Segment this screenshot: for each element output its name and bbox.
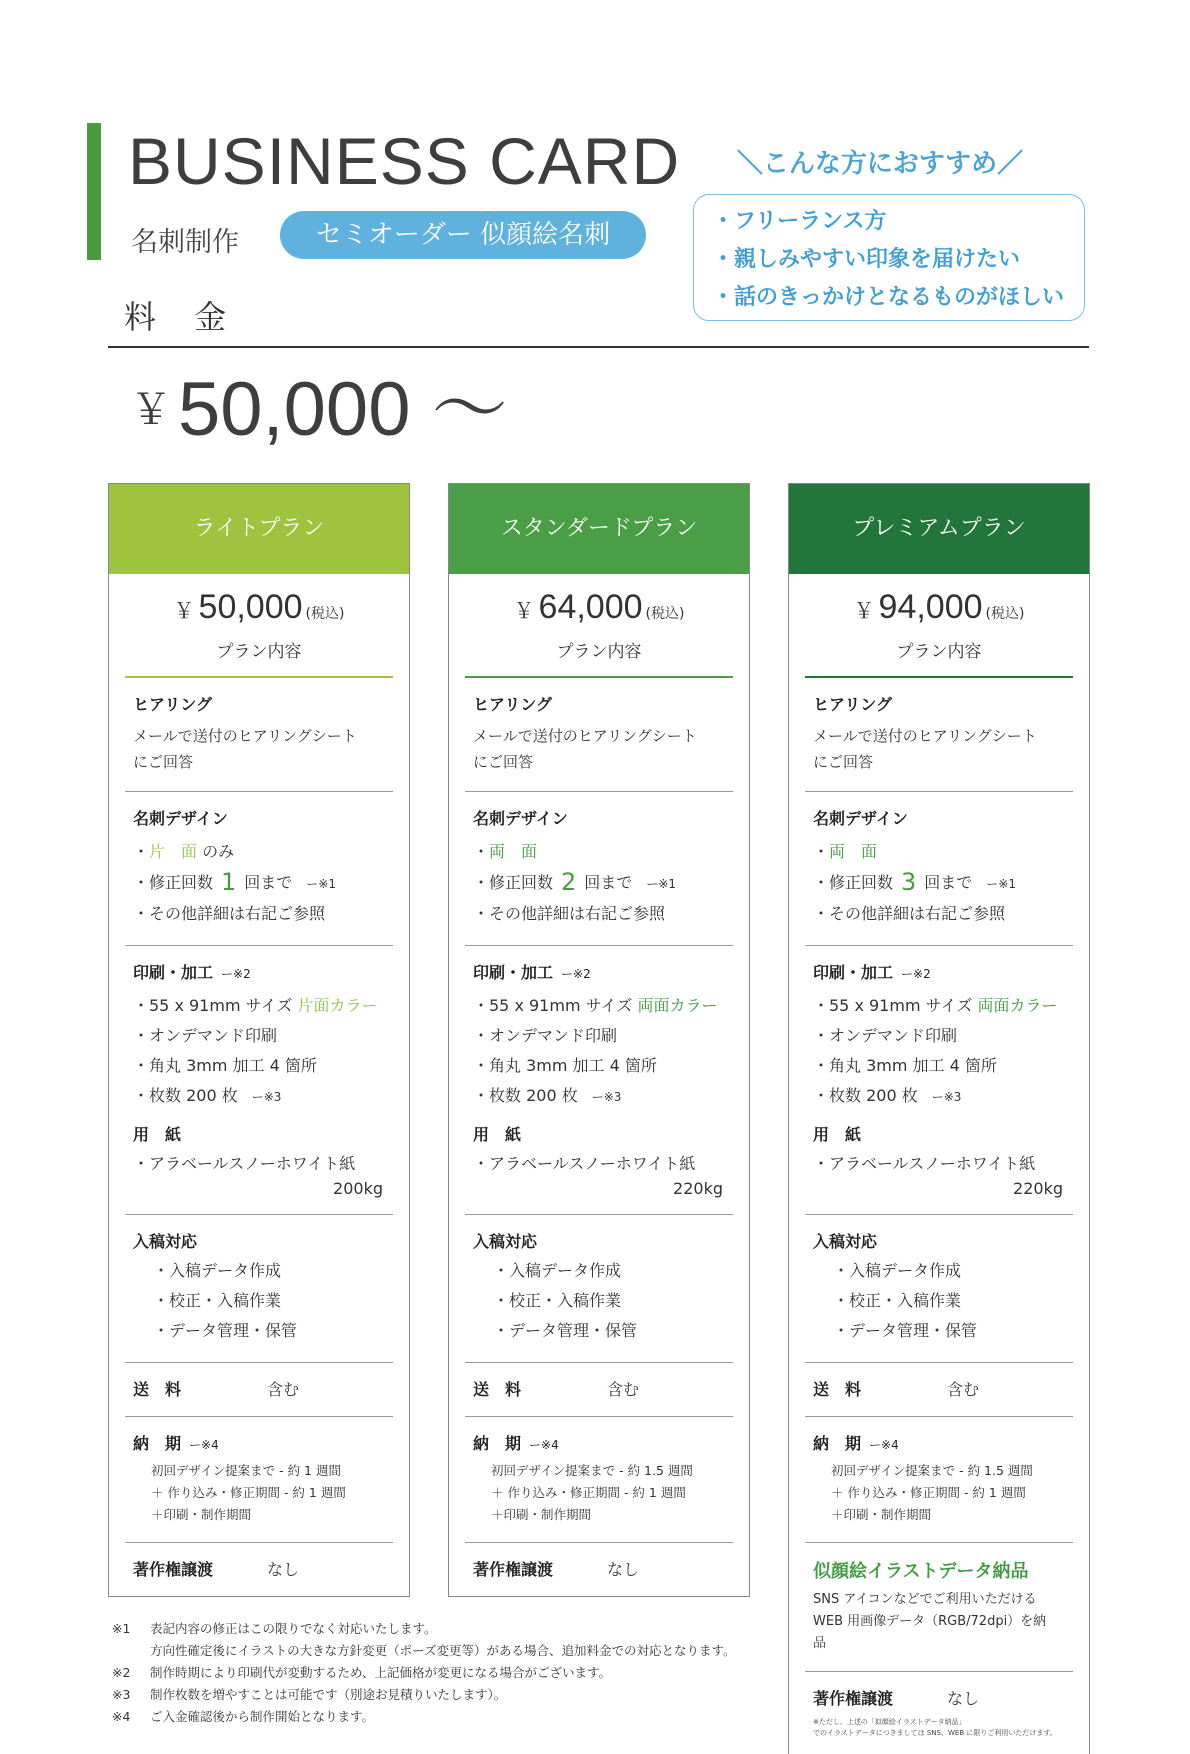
plan-price-amount: 50,000 (198, 588, 303, 626)
revision-count: 1 (221, 868, 237, 896)
tax-label: (税込) (305, 606, 345, 622)
plan-content-label: プラン内容 (465, 637, 733, 678)
recommend-item: ・話のきっかけとなるものがほしい (712, 285, 1065, 310)
section-hearing: ヒアリング メールで送付のヒアリングシートにご回答 (125, 678, 393, 792)
plan-price-amount: 64,000 (538, 588, 643, 626)
plan-card-premium (788, 483, 1090, 1754)
paper-weight: 220kg (1013, 1179, 1063, 1198)
section-copyright: 著作権譲渡 なし (133, 1560, 300, 1579)
paper-heading: 用 紙 (813, 1125, 862, 1144)
footnote: ※4 ご入金確認後から制作開始となります。 (112, 1709, 375, 1724)
recommend-heading: ＼こんな方におすすめ／ (736, 149, 1024, 179)
paper-weight: 220kg (673, 1179, 723, 1198)
section-hearing: ヒアリング メールで送付のヒアリングシートにご回答 (805, 678, 1073, 792)
section-design: 名刺デザイン ・両 面 ・修正回数 3 回まで ー※1 ・その他詳細は右記ご参照 (805, 792, 1073, 946)
title-accent-bar (87, 123, 101, 260)
section-design: 名刺デザイン ・両 面 ・修正回数 2 回まで ー※1 ・その他詳細は右記ご参照 (465, 792, 733, 946)
section-shipping: 送 料 含む (125, 1363, 393, 1417)
plan-content-label: プラン内容 (805, 637, 1073, 678)
page-title: BUSINESS CARD (128, 124, 681, 198)
section-manuscript: 入稿対応 ・入稿データ作成 ・校正・入稿作業 ・データ管理・保管 (125, 1215, 393, 1363)
section-copyright: 著作権譲渡 なし ※ただし、上述の「似顔絵イラストデータ納品」 でのイラストデータにつきましては SNS、WEB に限りご利用いただけます。 (805, 1672, 1073, 1754)
section-delivery: 納 期 ー※4 初回デザイン提案まで - 約 1.5 週間 ＋ 作り込み・修正期間 - 約 1 週間 ＋印刷・制作期間 (805, 1417, 1073, 1543)
revision-count: 3 (901, 868, 917, 896)
section-copyright: 著作権譲渡 なし (473, 1560, 640, 1579)
recommend-item: ・フリーランス方 (712, 209, 887, 234)
starting-price (130, 367, 508, 452)
fine-print: でのイラストデータにつきましては SNS、WEB に限りご利用いただけます。 (813, 1729, 1057, 1737)
price-heading: 料 金 (124, 298, 241, 336)
plan-name: ライトプラン (109, 484, 409, 574)
plan-card-standard (448, 483, 750, 1597)
starting-price-amount: 50,000 ～ (178, 367, 508, 452)
footnote: ※2 制作時期により印刷代が変動するため、上記価格が変更になる場合がございます。 (112, 1665, 612, 1680)
plan-card-lite (108, 483, 410, 1597)
section-delivery: 納 期 ー※4 初回デザイン提案まで - 約 1 週間 ＋ 作り込み・修正期間 - 約 1 週間 ＋印刷・制作期間 (125, 1417, 393, 1543)
revision-count: 2 (561, 868, 577, 896)
footnotes (112, 1618, 736, 1728)
paper-weight: 200kg (333, 1179, 383, 1198)
section-delivery: 納 期 ー※4 初回デザイン提案まで - 約 1.5 週間 ＋ 作り込み・修正期間 - 約 1 週間 ＋印刷・制作期間 (465, 1417, 733, 1543)
paper-heading: 用 紙 (133, 1125, 182, 1144)
tax-label: (税込) (985, 606, 1025, 622)
paper-heading: 用 紙 (473, 1125, 522, 1144)
paper-name: ・アラベールスノーホワイト紙 (813, 1154, 1036, 1173)
yen-symbol: ￥ (130, 385, 173, 434)
section-design: 名刺デザイン ・片 面 のみ ・修正回数 1 回まで ー※1 ・その他詳細は右記ご参照 (125, 792, 393, 946)
plan-price-amount: 94,000 (878, 588, 983, 626)
product-type-badge: セミオーダー 似顔絵名刺 (280, 211, 646, 259)
footnote: ※3 制作枚数を増やすことは可能です（別途お見積りいたします）。 (112, 1687, 507, 1702)
section-hearing: ヒアリング メールで送付のヒアリングシートにご回答 (465, 678, 733, 792)
fine-print: ※ただし、上述の「似顔絵イラストデータ納品」 (813, 1718, 966, 1726)
footnote: ※1 表記内容の修正はこの限りでなく対応いたします。 (112, 1621, 437, 1636)
plan-price: ￥ 50,000 (税込) (173, 588, 345, 626)
section-shipping: 送 料 含む (805, 1363, 1073, 1417)
header-divider (108, 346, 1089, 348)
recommend-box (693, 194, 1085, 321)
paper-name: ・アラベールスノーホワイト紙 (473, 1154, 696, 1173)
section-print: 印刷・加工 ー※2 ・55 x 91mm サイズ 両面カラー ・オンデマンド印刷 ・角丸 3mm 加工 4 箇所 ・枚数 200 枚 ー※3 用 紙 ・アラベールスノーホワイト紙 220kg (805, 946, 1073, 1215)
section-print: 印刷・加工 ー※2 ・55 x 91mm サイズ 両面カラー ・オンデマンド印刷 ・角丸 3mm 加工 4 箇所 ・枚数 200 枚 ー※3 用 紙 ・アラベールスノーホワイト紙 220kg (465, 946, 733, 1215)
section-print: 印刷・加工 ー※2 ・55 x 91mm サイズ 片面カラー ・オンデマンド印刷 ・角丸 3mm 加工 4 箇所 ・枚数 200 枚 ー※3 用 紙 ・アラベールスノーホワイト紙 200kg (125, 946, 393, 1215)
plan-price: ￥ 64,000 (税込) (513, 588, 685, 626)
plan-content-label: プラン内容 (125, 637, 393, 678)
section-shipping: 送 料 含む (465, 1363, 733, 1417)
recommend-item: ・親しみやすい印象を届けたい (712, 247, 1021, 272)
section-manuscript: 入稿対応 ・入稿データ作成 ・校正・入稿作業 ・データ管理・保管 (805, 1215, 1073, 1363)
section-illustration: 似顔絵イラストデータ納品 SNS アイコンなどでご利用いただける WEB 用画像データ（RGB/72dpi）を納品 (805, 1543, 1073, 1672)
section-manuscript: 入稿対応 ・入稿データ作成 ・校正・入稿作業 ・データ管理・保管 (465, 1215, 733, 1363)
plan-price: ￥ 94,000 (税込) (853, 588, 1025, 626)
plan-name: スタンダードプラン (449, 484, 749, 574)
page-subtitle: 名刺制作 (131, 227, 239, 258)
plan-name: プレミアムプラン (789, 484, 1089, 574)
tax-label: (税込) (645, 606, 685, 622)
footnote: 方向性確定後にイラストの大きな方針変更（ポーズ変更等）がある場合、追加料金での対応となります。 (150, 1643, 736, 1658)
paper-name: ・アラベールスノーホワイト紙 (133, 1154, 356, 1173)
